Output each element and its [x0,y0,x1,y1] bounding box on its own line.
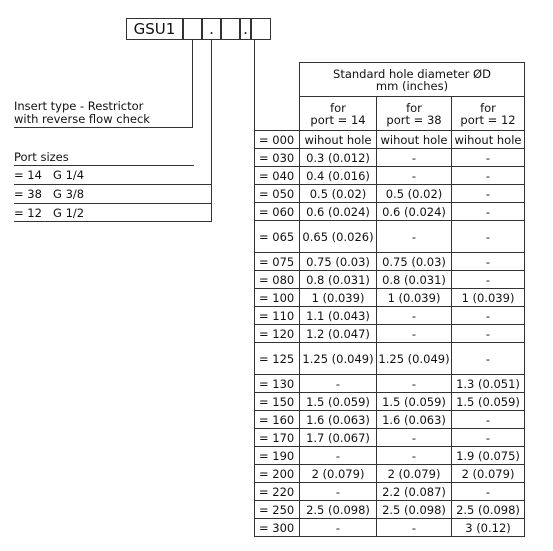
table-cell: - [452,221,525,253]
port-sizes-divider-3 [14,221,212,222]
row-code: = 250 [255,501,300,519]
row-code: = 110 [255,307,300,325]
table-cell: - [452,167,525,185]
row-code: = 080 [255,271,300,289]
table-cell: 1.2 (0.047) [300,325,377,343]
table-row [255,501,525,519]
column-header-line1: for [406,100,422,115]
table-cell: - [377,307,452,325]
table-row [255,149,525,167]
row-code: = 065 [255,221,300,253]
row-code: = 120 [255,325,300,343]
table-cell: - [377,375,452,393]
leader-insert-horizontal [14,127,193,128]
table-cell: 0.4 (0.016) [300,167,377,185]
row-code: = 160 [255,411,300,429]
table-row [255,519,525,537]
code-box-prefix: GSU1 [126,18,183,40]
table-cell: - [452,185,525,203]
table-cell: 1.3 (0.051) [452,375,525,393]
table-cell: 0.8 (0.031) [377,271,452,289]
table-cell: 0.6 (0.024) [377,203,452,221]
table-cell: - [300,483,377,501]
row-code: = 170 [255,429,300,447]
row-code: = 150 [255,393,300,411]
port-size-row-12 [14,205,85,221]
column-header-line2: port = 14 [310,112,366,127]
row-code: = 125 [255,343,300,375]
port-size-code: = 38 [14,187,42,201]
table-cell: - [452,483,525,501]
code-box-insert [183,18,202,40]
table-row [255,429,525,447]
table-corner-blank [255,97,300,131]
table-cell: 1.5 (0.059) [300,393,377,411]
insert-type-line1: Insert type - Restrictor [14,99,144,113]
table-row [255,131,525,149]
hole-diameter-table [254,62,525,537]
row-code: = 000 [255,131,300,149]
row-code: = 050 [255,185,300,203]
port-sizes-divider-1 [14,184,212,185]
column-header-port-38 [377,97,452,131]
table-cell: 0.5 (0.02) [300,185,377,203]
table-cell: - [300,447,377,465]
port-sizes-divider-0 [14,165,194,166]
table-cell: - [452,343,525,375]
table-cell: 3 (0.12) [452,519,525,537]
table-row [255,411,525,429]
table-cell: - [452,271,525,289]
code-box-sep2: . [240,18,251,40]
row-code: = 220 [255,483,300,501]
table-cell: - [377,221,452,253]
column-header-port-12 [452,97,525,131]
row-code: = 040 [255,167,300,185]
table-cell: 1 (0.039) [300,289,377,307]
table-units: mm (inches) [375,78,449,93]
leader-insert-vertical [192,40,193,128]
row-code: = 190 [255,447,300,465]
row-code: = 300 [255,519,300,537]
code-box-port [221,18,240,40]
table-cell: - [377,447,452,465]
table-row [255,307,525,325]
table-cell: 0.8 (0.031) [300,271,377,289]
table-cell: 1 (0.039) [452,289,525,307]
table-cell: 1.25 (0.049) [377,343,452,375]
table-cell: 2 (0.079) [300,465,377,483]
table-corner-blank [255,63,300,97]
table-cell: - [452,307,525,325]
table-row [255,185,525,203]
column-header-line2: port = 12 [460,112,516,127]
table-cell: - [377,429,452,447]
row-code: = 100 [255,289,300,307]
table-row [255,289,525,307]
row-code: = 030 [255,149,300,167]
table-cell: 1.5 (0.059) [377,393,452,411]
row-code: = 130 [255,375,300,393]
table-cell: - [377,167,452,185]
code-box-sep1: . [202,18,221,40]
table-cell: - [452,411,525,429]
table-row [255,393,525,411]
table-cell: - [300,519,377,537]
column-header-line2: port = 38 [386,112,442,127]
table-cell: 2 (0.079) [377,465,452,483]
table-cell: - [452,149,525,167]
table-row [255,343,525,375]
table-cell: wihout hole [452,131,525,149]
table-cell: wihout hole [377,131,452,149]
table-cell: 1.6 (0.063) [377,411,452,429]
table-cell: 1.5 (0.059) [452,393,525,411]
row-code: = 075 [255,253,300,271]
port-size-code: = 12 [14,206,42,220]
table-cell: 2.5 (0.098) [377,501,452,519]
column-header-line1: for [480,100,496,115]
table-cell: 1.6 (0.063) [300,411,377,429]
port-size-thread: G 3/8 [53,187,85,201]
table-row [255,447,525,465]
table-row [255,325,525,343]
table-cell: 1.7 (0.067) [300,429,377,447]
table-cell: 0.3 (0.012) [300,149,377,167]
table-cell: 1.9 (0.075) [452,447,525,465]
table-cell: - [452,203,525,221]
port-size-thread: G 1/4 [53,168,85,182]
table-title: Standard hole diameter ØD [333,66,491,81]
table-cell: - [377,149,452,167]
table-cell: - [300,375,377,393]
table-cell: - [377,325,452,343]
port-size-thread: G 1/2 [53,206,85,220]
row-code: = 200 [255,465,300,483]
table-cell: 1.1 (0.043) [300,307,377,325]
table-cell: 2.5 (0.098) [452,501,525,519]
table-cell: 0.75 (0.03) [300,253,377,271]
table-cell: - [452,429,525,447]
table-cell: 0.75 (0.03) [377,253,452,271]
table-cell: 1.25 (0.049) [300,343,377,375]
insert-type-line2: with reverse flow check [14,112,150,126]
column-header-port-14 [300,97,377,131]
table-cell: 2 (0.079) [452,465,525,483]
port-sizes-title: Port sizes [14,150,69,164]
table-row [255,483,525,501]
table-row [255,253,525,271]
table-row [255,203,525,221]
port-size-code: = 14 [14,168,42,182]
table-cell: 0.6 (0.024) [300,203,377,221]
port-size-row-38 [14,186,85,202]
table-cell: - [452,253,525,271]
table-cell: - [377,519,452,537]
table-row [255,221,525,253]
table-row [255,465,525,483]
table-row [255,167,525,185]
table-row [255,271,525,289]
port-sizes-divider-2 [14,203,212,204]
table-cell: 1 (0.039) [377,289,452,307]
table-title-cell [300,63,525,97]
code-box-diameter [251,18,271,40]
table-cell: - [452,325,525,343]
port-size-row-14 [14,167,85,183]
table-cell: wihout hole [300,131,377,149]
table-row [255,375,525,393]
table-cell: 0.65 (0.026) [300,221,377,253]
row-code: = 060 [255,203,300,221]
table-cell: 2.5 (0.098) [300,501,377,519]
column-header-line1: for [330,100,346,115]
table-cell: 2.2 (0.087) [377,483,452,501]
leader-port-vertical [211,40,212,221]
table-cell: 0.5 (0.02) [377,185,452,203]
